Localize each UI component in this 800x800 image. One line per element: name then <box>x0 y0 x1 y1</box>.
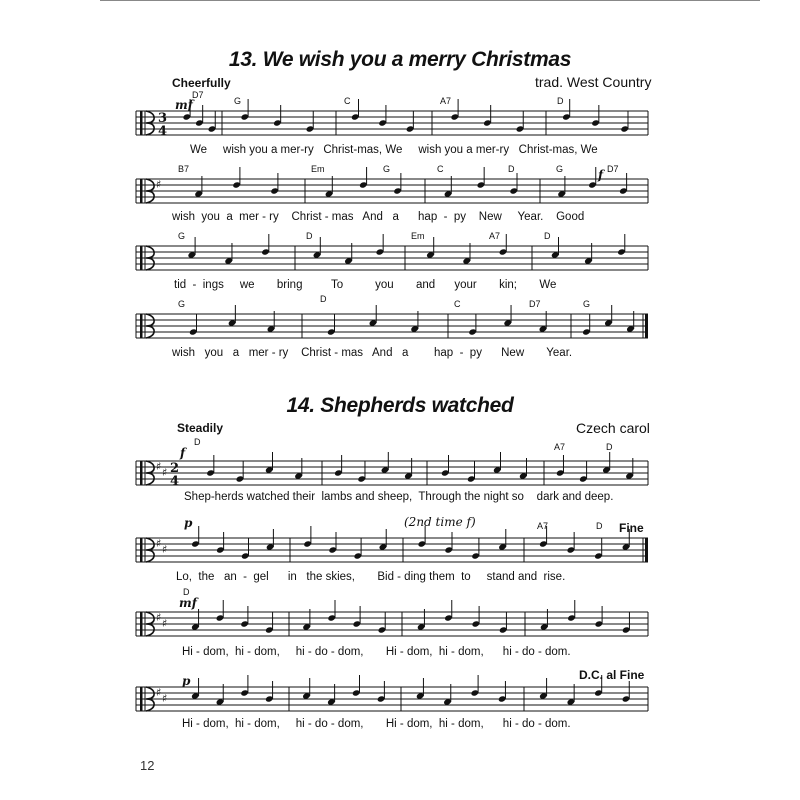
sharp-icon: ♯ <box>156 611 162 624</box>
clef-bar <box>140 111 143 135</box>
tempo-marking: Cheerfully <box>172 76 231 90</box>
dynamic-marking: p <box>184 516 193 530</box>
sharp-icon: ♯ <box>156 686 162 699</box>
fine-marking: Fine <box>619 521 644 535</box>
page-number: 12 <box>140 758 155 773</box>
sharp-icon: ♯ <box>162 466 168 479</box>
chord-symbol: D <box>606 442 613 452</box>
chord-symbol: D7 <box>529 299 541 309</box>
sharp-icon: ♯ <box>156 537 162 550</box>
chord-symbol: C <box>344 96 351 106</box>
clef-bar <box>140 314 143 338</box>
song-credit: Czech carol <box>576 420 650 436</box>
dynamic-marking: f <box>598 168 604 182</box>
clef-bar <box>140 179 143 203</box>
time-signature-top: 2 <box>170 461 180 476</box>
lyrics-line: wish you a mer - ry Christ - mas And a hap - py New Year. Good <box>172 211 585 223</box>
time-signature-bottom: 4 <box>158 124 168 139</box>
dynamic-marking: f <box>180 446 186 460</box>
lyrics-line: tid - ings we bring To you and your kin; We <box>174 279 557 291</box>
sharp-icon: ♯ <box>162 543 168 556</box>
lyrics-line: wish you a mer - ry Christ - mas And a hap - py New Year. <box>172 347 573 359</box>
sharp-icon: ♯ <box>156 460 162 473</box>
chord-symbol: D7 <box>607 164 619 174</box>
lyrics-line: We wish you a mer-ry Christ-mas, We wish you a mer-ry Christ-mas, We <box>190 144 598 156</box>
chord-symbol: G <box>234 96 242 106</box>
dynamic-marking: mf <box>179 596 197 610</box>
chord-symbol: D <box>557 96 564 106</box>
lyrics-line: Hi - dom, hi - dom, hi - do - dom, Hi - dom, hi - dom, hi - do - dom. <box>182 646 571 658</box>
sharp-icon: ♯ <box>156 178 162 191</box>
chord-symbol: A7 <box>537 521 549 531</box>
lyrics-line: Hi - dom, hi - dom, hi - do - dom, Hi - dom, hi - dom, hi - do - dom. <box>182 718 571 730</box>
sharp-icon: ♯ <box>162 617 168 630</box>
dynamic-marking: p <box>182 674 191 688</box>
chord-symbol: G <box>383 164 391 174</box>
song-title: 14. Shepherds watched <box>286 394 514 417</box>
clef-bar <box>140 461 143 485</box>
song-credit: trad. West Country <box>535 74 652 90</box>
sharp-icon: ♯ <box>162 692 168 705</box>
chord-symbol: D <box>320 294 327 304</box>
chord-symbol: G <box>178 299 186 309</box>
clef-bar <box>140 687 143 711</box>
time-signature-top: 3 <box>158 111 168 126</box>
chord-symbol: D <box>306 231 313 241</box>
chord-symbol: D <box>544 231 551 241</box>
chord-symbol: D <box>194 437 201 447</box>
chord-symbol: Em <box>311 164 325 174</box>
dc-al-fine-marking: D.C. al Fine <box>579 668 645 682</box>
final-barline <box>645 538 648 562</box>
clef-bar <box>140 246 143 270</box>
tempo-marking: Steadily <box>177 421 224 435</box>
chord-symbol: B7 <box>178 164 190 174</box>
chord-symbol: G <box>556 164 564 174</box>
chord-symbol: Em <box>411 231 425 241</box>
chord-symbol: D <box>508 164 515 174</box>
song-title: 13. We wish you a merry Christmas <box>228 48 572 71</box>
lyrics-line: Shep-herds watched their lambs and sheep, Through the night so dark and deep. <box>184 491 614 503</box>
chord-symbol: C <box>454 299 461 309</box>
chord-symbol: G <box>178 231 186 241</box>
chord-symbol: D <box>183 587 190 597</box>
chord-symbol: D7 <box>192 90 204 100</box>
clef-bar <box>140 538 143 562</box>
clef-bar <box>140 612 143 636</box>
chord-symbol: A7 <box>554 442 566 452</box>
chord-symbol: G <box>583 299 591 309</box>
lyrics-line: Lo, the an - gel in the skies, Bid - ding them to stand and rise. <box>176 571 566 583</box>
dynamic-marking: mf <box>175 98 193 112</box>
repeat-annotation: (2nd time f) <box>404 515 476 529</box>
chord-symbol: A7 <box>440 96 452 106</box>
final-barline <box>645 314 648 338</box>
time-signature-bottom: 4 <box>170 474 180 489</box>
chord-symbol: A7 <box>489 231 501 241</box>
chord-symbol: C <box>437 164 444 174</box>
chord-symbol: D <box>596 521 603 531</box>
